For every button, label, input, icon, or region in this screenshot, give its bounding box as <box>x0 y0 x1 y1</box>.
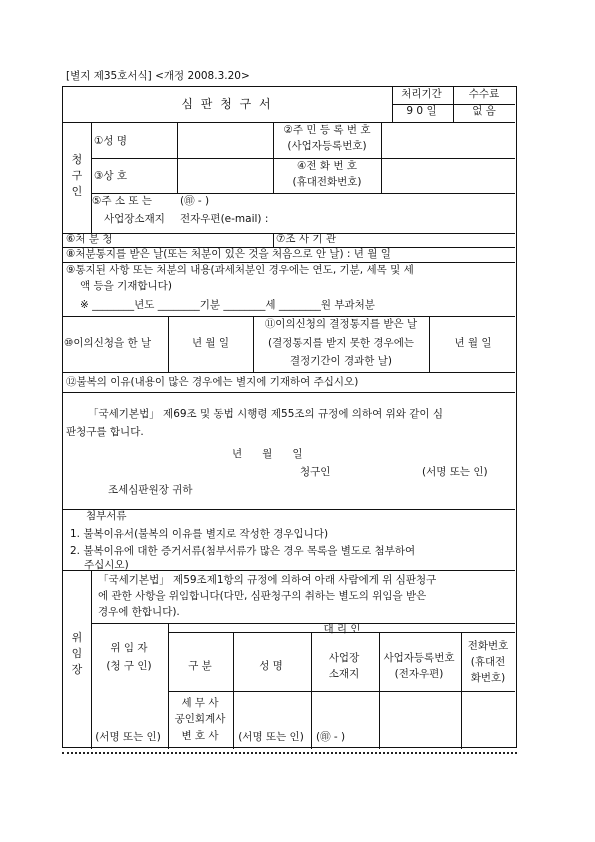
decision-date-label: ⑪이의신청의 결정통지를 받은 날 <box>264 318 418 330</box>
address-label: ⑤주 소 또 는 <box>92 195 152 207</box>
disposal-office-label: ⑥처 분 청 <box>66 233 113 245</box>
declaration-sign: (서명 또는 인) <box>422 466 488 478</box>
attachment-item1: 1. 불복이유서(불복의 이유를 별지로 작성한 경우입니다) <box>70 528 329 540</box>
agent-type-tax-accountant: 세 무 사 <box>181 697 219 709</box>
agent-sign: (서명 또는 인) <box>238 731 304 743</box>
delegation-text2: 에 관한 사항을 위임합니다(다만, 심판청구의 취하는 별도의 위임을 받은 <box>98 590 427 602</box>
notice-content-line2: 액 등을 기재합니다) <box>80 280 172 292</box>
address-sub: 사업장소재지 <box>104 213 165 225</box>
claimant-section-label: 청 구 인 <box>71 153 83 198</box>
attachments-title: 첨부서류 <box>86 510 127 522</box>
objection-date-label: ⑩이의신청을 한 날 <box>64 337 152 349</box>
declaration-date: 년 월 일 <box>232 448 303 460</box>
email-field[interactable]: 전자우편(e-mail) : <box>180 213 269 225</box>
agent-postal-field[interactable]: (㊞ - ) <box>316 731 346 743</box>
delegation-text3: 경우에 한합니다). <box>98 606 180 618</box>
decision-date-note2: 결정기간이 경과한 날) <box>289 355 393 367</box>
col-regno-header2: (전자우편) <box>394 668 444 680</box>
processing-period-value: 9 0 일 <box>406 105 437 117</box>
form-header: [별지 제35호서식] <개정 2008.3.20> <box>66 70 250 82</box>
audit-office-label: ⑦조 사 기 관 <box>276 233 336 245</box>
resident-no-sub: (사업자등록번호) <box>287 140 367 152</box>
col-address-header2: 소재지 <box>328 668 360 680</box>
attachment-item2: 2. 불복이유에 대한 증거서류(첨부서류가 많은 경우 목록을 별도로 첨부하여 <box>70 545 416 557</box>
declaration-claimant: 청구인 <box>300 466 331 478</box>
agent-type-cpa: 공인회계사 <box>174 713 226 725</box>
delegator-sign: (서명 또는 인) <box>95 731 161 743</box>
decision-date-note1: (결정통지를 받지 못한 경우에는 <box>268 337 414 349</box>
notice-content-line3: ※ ________년도 ________기분 ________세 ________원 부과처분 <box>80 299 375 311</box>
resident-no-label: ②주 민 등 록 번 호 <box>283 124 371 136</box>
col-phone-header2: (휴대전 <box>470 656 506 668</box>
name-label: ①성 명 <box>94 135 128 147</box>
delegator-label: 위 임 자 <box>110 642 148 654</box>
processing-period-label: 처리기간 <box>401 88 442 100</box>
delegation-text1: 「국세기본법」 제59조제1항의 규정에 의하여 아래 사람에게 위 심판청구 <box>98 574 437 586</box>
fee-value: 없 음 <box>472 105 496 117</box>
reason-label: ⑫불복의 이유(내용이 많은 경우에는 별지에 기재하여 주십시오) <box>66 376 359 388</box>
decision-date-value: 년 월 일 <box>454 337 492 349</box>
col-type-header: 구 분 <box>188 660 212 672</box>
notice-content-line1: ⑨통지된 사항 또는 처분의 내용(과세처분인 경우에는 연도, 기분, 세목 및 세 <box>66 264 414 276</box>
declaration-line1: 「국세기본법」 제69조 및 동법 시행령 제55조의 규정에 의하여 위와 같이 심 <box>88 408 443 420</box>
col-phone-header3: 화번호) <box>470 672 506 684</box>
col-phone-header: 전화번호 <box>467 640 509 652</box>
declaration-addressee: 조세심판원장 귀하 <box>108 484 193 496</box>
col-address-header: 사업장 <box>328 652 360 664</box>
trade-name-label: ③상 호 <box>94 170 128 182</box>
notice-date-row: ⑧처분통지를 받은 날(또는 처분이 있은 것을 처음으로 안 날) : 년 월 일 <box>66 248 391 260</box>
cut-line <box>62 752 517 754</box>
objection-date-value: 년 월 일 <box>191 337 230 349</box>
agent-label: 대 리 인 <box>323 623 361 635</box>
delegator-sub: (청 구 인) <box>106 660 152 672</box>
phone-sub: (휴대전화번호) <box>292 176 362 188</box>
delegation-section-label: 위 임 장 <box>71 631 83 676</box>
declaration-line2: 판청구를 합니다. <box>66 426 144 438</box>
fee-label: 수수료 <box>468 88 500 100</box>
col-name-header: 성 명 <box>259 660 283 672</box>
attachment-item2-cont: 주십시오) <box>84 559 129 571</box>
phone-label: ④전 화 번 호 <box>297 160 357 172</box>
postal-code-field[interactable]: (㊞ - ) <box>180 195 210 207</box>
form-title: 심 판 청 구 서 <box>181 97 273 111</box>
col-regno-header: 사업자등록번호 <box>383 652 455 664</box>
agent-type-lawyer: 변 호 사 <box>181 730 219 742</box>
